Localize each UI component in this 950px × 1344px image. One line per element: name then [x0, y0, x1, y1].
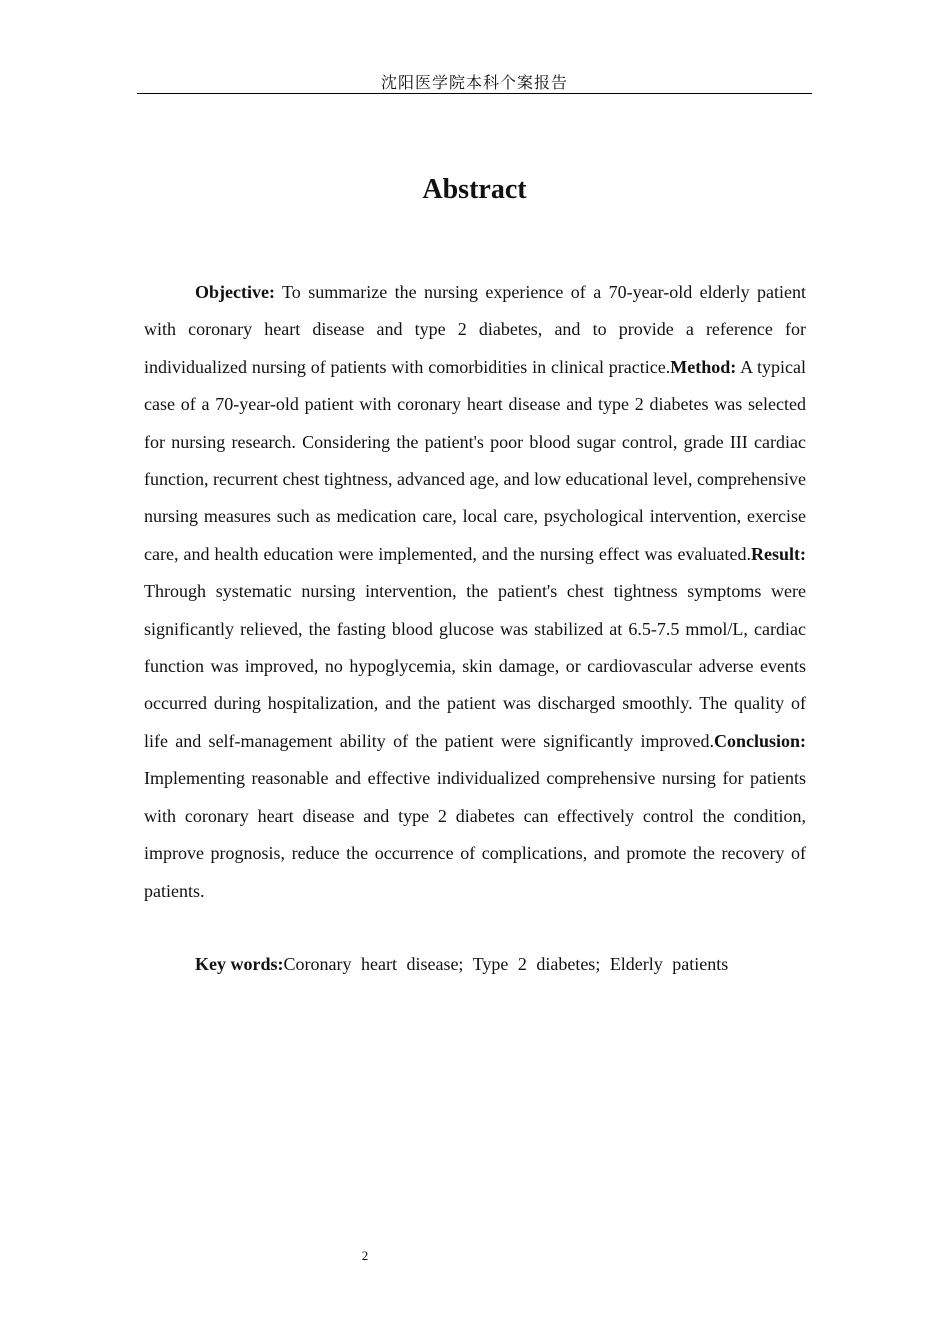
conclusion-label: Conclusion: — [713, 730, 806, 751]
result-label: Result: — [751, 543, 806, 564]
keywords-value: Coronary heart disease; Type 2 diabetes; Elderly patients — [283, 954, 729, 974]
header-rule — [137, 93, 812, 94]
method-label: Method: — [670, 356, 737, 377]
conclusion-text: Implementing reasonable and effective individualized comprehensive nursing for patients with coronary heart disease and type 2 diabetes can effectively control the condition, improve prognosis, reduce the occurrence of complications, and promote the recovery of patients. — [144, 768, 806, 901]
keywords-line — [195, 946, 805, 983]
objective-text: To summarize the nursing experience of a 70-year-old elderly patient with coronary heart disease and type 2 diabetes, and to provide a reference for individualized nursing of patients with comorbidities in clinical practice. — [144, 282, 806, 377]
abstract-paragraph — [144, 274, 806, 910]
page-title: Abstract — [422, 174, 527, 205]
result-text: Through systematic nursing intervention, the patient's chest tightness symptoms were significantly relieved, the fasting blood glucose was stabilized at 6.5-7.5 mmol/L, cardiac function was improved, no hypoglycemia, skin damage, or cardiovascular adverse events occurred during hospitalization, and the patient was discharged smoothly. The quality of life and self-management ability of the patient were significantly improved. — [144, 581, 806, 751]
keywords-label: Key words: — [195, 954, 284, 974]
running-header: 沈阳医学院本科个案报告 — [380, 73, 568, 92]
page-number: 2 — [361, 1248, 369, 1263]
objective-label: Objective: — [195, 282, 275, 302]
method-text: A typical case of a 70-year-old patient with coronary heart disease and type 2 diabetes was selected for nursing research. Considering the patient's poor blood sugar control, grade III cardiac function, recurrent chest tightness, advanced age, and low educational level, comprehensive nursing measures such as medication care, local care, psychological intervention, exercise care, and health education were implemented, and the nursing effect was evaluated. — [144, 356, 806, 564]
